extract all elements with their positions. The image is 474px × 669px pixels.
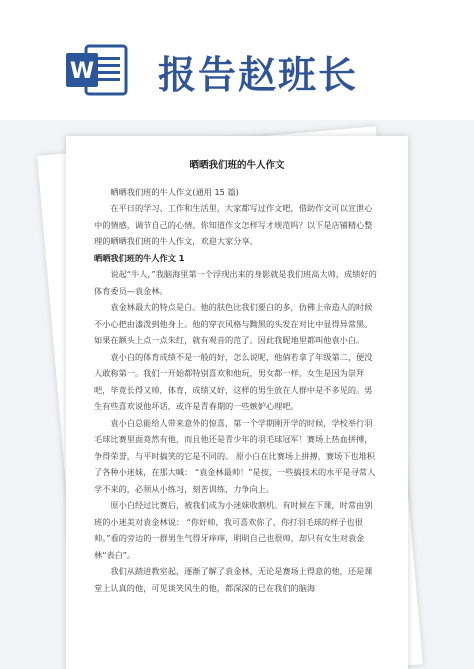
- paragraph: 袁小白总能给人带来意外的惊喜，第一个学期刚开学的时候，学校举行羽毛球比赛里面竟然有他，而且他还是青少年的羽毛球冠军！赛场上热血拼搏，争得荣誉，与平时搞笑的它是不同的。 原小白在比赛场上拼搏，赛场下也堆积了各种小迷妹，在那大喊： “袁金林最帅！”是按，一些搞技术的水平是寻常人学不来的，必须从小练习，刻苦训练，力争向上。: [94, 417, 376, 494]
- paragraph: 我们从踏进教室起，逐渐了解了袁金林，无论是赛场上得意的他，还是课堂上认真的他，可见谈笑风生的他，都深深的已在我们的脑海: [94, 566, 373, 593]
- document-body: [94, 184, 380, 597]
- document-title: 晒晒我们班的牛人作文: [189, 160, 285, 171]
- paragraph: 原小白经过比赛后，被我们成为小迷妹收割机。有时候在下课，时常由别班的小迷美对袁金林说： “你好帅，我可喜欢你了，你打羽毛球的样子也很帅。”看的旁边的一群男生气得牙痒痒，明明自己也很帅，却只有女生对袁金林“表白”。: [94, 500, 373, 560]
- paragraph: 说起“牛人，”我脑海里第一个浮现出来的身影就是我们班高大帅，成绩好的体育委员—袁金林。: [94, 269, 377, 296]
- section-heading: 晒晒我们班的牛人作文 1: [94, 252, 185, 263]
- banner-title: 报告赵班长: [158, 53, 359, 97]
- paragraph: 晒晒我们班的牛人作文(通用 15 篇): [110, 186, 239, 197]
- word-logo-letter: W: [69, 59, 95, 84]
- document-preview: [0, 120, 474, 669]
- document-page: [66, 136, 408, 669]
- paragraph: 在平日的学习、工作和生活里，大家都写过作文吧，借助作文可以宣泄心中的情感，调节自己的心情。你知道作文怎样写才规范吗？以下是店铺精心整理的晒晒我们班的牛人作文，欢迎大家分享。: [94, 203, 373, 246]
- paragraph: 袁小白的体育成绩不是一般的好，怎么说呢，他倘若拿了年级第二，便没人敢称第一。我们一开始都特别喜欢和他玩，男女都一样。女生是因为崇拜吧，毕竟长得又帅，体育，成绩又好，这样的男生放在人群中是不多见的。男生有些喜欢说他坏话，或许是青春期的一些嫉妒心理吧。: [94, 351, 373, 411]
- top-banner: [0, 0, 474, 120]
- paragraph: 袁金林最大的特点是白。他的肤色比我们要白的多，仿佛上帝造人的时候不小心把由漆泼到他身上。他的穿衣风格与黝黑的头发在对比中显得异常黑。如果在额头上点一点朱红，就有观音的范了。因此我昵地里都叫他袁小白。: [94, 302, 373, 345]
- word-document-icon: [64, 44, 128, 96]
